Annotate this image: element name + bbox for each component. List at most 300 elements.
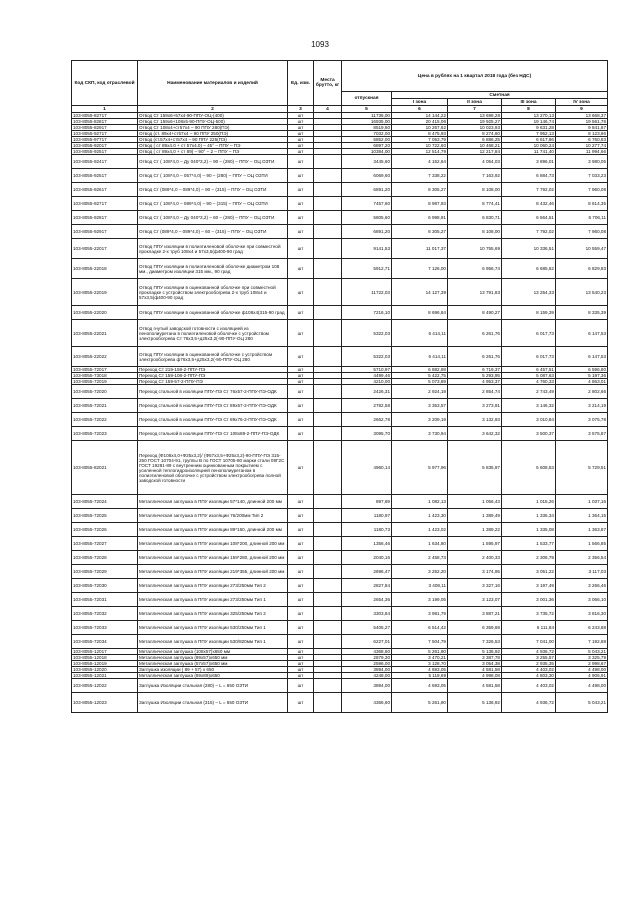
table-row: [72, 537, 608, 551]
cell-zone-3-price: 10 336,51: [502, 239, 556, 259]
cell-zone-1-price: 3 981,79: [392, 607, 448, 621]
cell-zone-1-price: 5 119,69: [392, 673, 448, 679]
cell-zone-2-price: 6 830,71: [448, 211, 502, 225]
column-index: 6: [392, 106, 448, 113]
cell-place: [314, 441, 342, 495]
cell-unit: шт: [288, 143, 314, 149]
column-index: 9: [556, 106, 608, 113]
cell-zone-4-price: 1 363,87: [556, 523, 608, 537]
cell-zone-4-price: 3 214,19: [556, 399, 608, 413]
cell-unit: шт: [288, 523, 314, 537]
price-table: [71, 60, 608, 713]
header-release: отпускная: [342, 92, 392, 106]
cell-unit: шт: [288, 413, 314, 427]
cell-zone-4-price: 19 561,76: [556, 119, 608, 125]
cell-release-price: 3445,60: [342, 155, 392, 169]
cell-code: 103-8055-97717: [72, 137, 138, 143]
cell-zone-1-price: 4 693,05: [392, 667, 448, 673]
cell-zone-2-price: 7 326,53: [448, 635, 502, 649]
cell-place: [314, 593, 342, 607]
cell-release-price: 2596,00: [342, 661, 392, 667]
cell-place: [314, 155, 342, 169]
cell-name: Отвод ППУ изоляции в оцинкованной оболочке с устройством электрообогрева ф76х3,5+д25х3,2(-90-ППУ-ОЦ 280: [138, 347, 288, 367]
cell-place: [314, 537, 342, 551]
cell-zone-4-price: 6 243,68: [556, 621, 608, 635]
cell-code: 103-8055-92617: [72, 183, 138, 197]
cell-place: [314, 211, 342, 225]
cell-unit: шт: [288, 211, 314, 225]
cell-release-price: 7032,00: [342, 131, 392, 137]
cell-name: Отвод Ст 108х4+ст57х4 – 90 ППУ 280(ПЭ): [138, 125, 288, 131]
cell-zone-2-price: 2 854,74: [448, 385, 502, 399]
table-row: [72, 259, 608, 279]
cell-unit: шт: [288, 635, 314, 649]
cell-release-price: 4210,00: [342, 379, 392, 385]
cell-name: Отвод ППУ изоляции в полиэтиленовой оболочке при совместной прокладке 2-х труб 108х4 и 57х3,5(ф400-90 град: [138, 239, 288, 259]
cell-zone-2-price: 8 274,60: [448, 131, 502, 137]
cell-code: 103-8055-22019: [72, 279, 138, 306]
cell-zone-1-price: 3 408,11: [392, 579, 448, 593]
cell-zone-2-price: 6 886,25: [448, 137, 502, 143]
cell-place: [314, 239, 342, 259]
cell-place: [314, 679, 342, 693]
table-row: [72, 593, 608, 607]
cell-zone-4-price: 11 994,66: [556, 149, 608, 155]
cell-zone-4-price: 7 192,88: [556, 635, 608, 649]
table-row: [72, 693, 608, 713]
table-row: [72, 155, 608, 169]
cell-code: 103-8055-73018: [72, 373, 138, 379]
cell-release-price: 5710,97: [342, 367, 392, 373]
cell-name: Переход стальной в изоляции ППУ-ПЭ Ст 89х76-2-ППУ-ПЭ-ОДК: [138, 413, 288, 427]
cell-zone-2-price: 4 581,58: [448, 679, 502, 693]
cell-zone-4-price: 3 816,30: [556, 607, 608, 621]
cell-release-price: 5912,71: [342, 259, 392, 279]
cell-zone-1-price: 11 017,37: [392, 239, 448, 259]
cell-zone-3-price: 3 896,01: [502, 155, 556, 169]
cell-zone-2-price: 10 468,21: [448, 143, 502, 149]
cell-release-price: 4366,60: [342, 693, 392, 713]
cell-unit: шт: [288, 149, 314, 155]
cell-code: 103-8055-72033: [72, 621, 138, 635]
cell-zone-1-price: 3 730,94: [392, 427, 448, 441]
cell-zone-3-price: 13 254,33: [502, 279, 556, 306]
cell-code: 103-8055-12017: [72, 649, 138, 655]
cell-code: 103-8055-82917: [72, 125, 138, 131]
cell-unit: шт: [288, 667, 314, 673]
cell-name: Переход (Ф108х4,0+Ф25х3,2)/ (Ф57х3,5+Ф25х3,2)-90-ППУ-ПЭ 315-250 ГОСТ 10704-91, группы В по ГОСТ 10705-80 марки стали 09Г2С ГОСТ 19281-89 с внутренним оцинкованным покрытием с усиленной теплогидроизоляцией пенополиуретаном в полиэтиленовой оболочке с устройством электрообогрева полной заводской готовности: [138, 441, 288, 495]
cell-zone-1-price: 4 693,05: [392, 679, 448, 693]
cell-code: 103-8055-72034: [72, 635, 138, 649]
cell-place: [314, 635, 342, 649]
cell-zone-1-price: 10 722,60: [392, 143, 448, 149]
cell-release-price: 11722,03: [342, 279, 392, 306]
cell-zone-4-price: 5 729,51: [556, 441, 608, 495]
cell-code: 103-8055-92817: [72, 211, 138, 225]
cell-zone-4-price: 10 559,47: [556, 239, 608, 259]
cell-zone-1-price: 1 082,13: [392, 495, 448, 509]
cell-zone-1-price: 8 305,27: [392, 225, 448, 239]
cell-zone-3-price: 5 087,63: [502, 373, 556, 379]
cell-name: Металлическая заглушка (89х89)х650: [138, 673, 288, 679]
cell-zone-3-price: 8 432,46: [502, 197, 556, 211]
cell-zone-4-price: 6 147,53: [556, 320, 608, 347]
cell-zone-3-price: 4 760,33: [502, 379, 556, 385]
cell-name: Отвод ( ст 89х4.0 + ст 57х4.0) – 45° – ППУ – ПЭ: [138, 143, 288, 149]
cell-code: 103-8055-72019: [72, 379, 138, 385]
table-row: [72, 607, 608, 621]
cell-zone-1-price: 1 634,80: [392, 537, 448, 551]
cell-code: 103-8055-72025: [72, 509, 138, 523]
cell-release-price: 2654,36: [342, 593, 392, 607]
cell-code: 103-8055-22020: [72, 306, 138, 320]
cell-zone-3-price: 4 403,02: [502, 679, 556, 693]
cell-unit: шт: [288, 565, 314, 579]
cell-zone-4-price: 3 066,10: [556, 593, 608, 607]
cell-unit: шт: [288, 579, 314, 593]
cell-place: [314, 607, 342, 621]
cell-unit: шт: [288, 399, 314, 413]
cell-place: [314, 413, 342, 427]
table-row: [72, 509, 608, 523]
cell-zone-3-price: 6 111,84: [502, 621, 556, 635]
cell-zone-2-price: 5 835,97: [448, 441, 502, 495]
cell-name: Переход Ст 159-108-2-ППУ-ПЭ: [138, 373, 288, 379]
cell-unit: шт: [288, 661, 314, 667]
cell-code: 103-8055-72027: [72, 537, 138, 551]
cell-unit: шт: [288, 495, 314, 509]
cell-release-price: 4499,46: [342, 373, 392, 379]
cell-zone-4-price: 13 668,37: [556, 113, 608, 119]
table-row: [72, 197, 608, 211]
cell-name: Переход стальной в изоляции ППУ-ПЭ Ст 76х57-2-ППУ-ПЭ-ОДК: [138, 385, 288, 399]
cell-code: 103-8055-22017: [72, 239, 138, 259]
cell-code: 103-8055-82021: [72, 441, 138, 495]
cell-zone-1-price: 4 152,64: [392, 155, 448, 169]
cell-code: 103-8055-72023: [72, 427, 138, 441]
cell-zone-4-price: 3 980,05: [556, 155, 608, 169]
cell-unit: шт: [288, 119, 314, 125]
cell-release-price: 16935,00: [342, 119, 392, 125]
table-row: [72, 679, 608, 693]
cell-zone-3-price: 3 197,49: [502, 579, 556, 593]
cell-zone-2-price: 4 953,37: [448, 379, 502, 385]
cell-unit: шт: [288, 427, 314, 441]
cell-name: Переход Ст 219-159-2-ППУ-ПЭ: [138, 367, 288, 373]
table-row: [72, 347, 608, 367]
cell-zone-2-price: 3 387,78: [448, 655, 502, 661]
cell-zone-3-price: 13 270,13: [502, 113, 556, 119]
cell-code: 103-8055-22022: [72, 347, 138, 367]
cell-place: [314, 693, 342, 713]
cell-name: Отвод Ст (089*4,0 – 089*4,0) – 90 – (315) – ППУ – ОЦ ОЗТИ: [138, 183, 288, 197]
cell-zone-4-price: 7 033,23: [556, 169, 608, 183]
cell-zone-3-price: 2 743,49: [502, 385, 556, 399]
table-row: [72, 441, 608, 495]
header-zone-3: III зона: [502, 99, 556, 106]
cell-zone-2-price: 1 056,43: [448, 495, 502, 509]
cell-zone-3-price: 11 741,40: [502, 149, 556, 155]
cell-zone-2-price: 8 490,27: [448, 306, 502, 320]
cell-zone-4-price: 9 841,67: [556, 125, 608, 131]
cell-zone-2-price: 10 023,93: [448, 125, 502, 131]
cell-zone-1-price: 7 504,79: [392, 635, 448, 649]
cell-zone-1-price: 20 415,06: [392, 119, 448, 125]
cell-zone-2-price: 3 642,32: [448, 427, 502, 441]
cell-place: [314, 399, 342, 413]
cell-code: 103-8055-92517: [72, 149, 138, 155]
cell-unit: шт: [288, 347, 314, 367]
cell-unit: шт: [288, 441, 314, 495]
cell-name: Переход стальной в изоляции ППУ-ПЭ Ст 89х57-2-ППУ-ПЭ-ОДК: [138, 399, 288, 413]
cell-name: Переход стальной в изоляции ППУ-ПЭ Ст 108х89-2-ППУ-ПЭ-ОДК: [138, 427, 288, 441]
cell-zone-1-price: 8 696,84: [392, 306, 448, 320]
cell-zone-1-price: 3 252,20: [392, 565, 448, 579]
cell-zone-4-price: 2 356,54: [556, 551, 608, 565]
cell-zone-3-price: 1 533,77: [502, 537, 556, 551]
cell-release-price: 5322,03: [342, 347, 392, 367]
header-price-group: Цена в рублях на 1 квартал 2018 года (без НДС): [342, 61, 608, 92]
cell-name: Металлическая заглушка в ППУ изоляции 159*280, длинной 200 мм: [138, 551, 288, 565]
cell-code: 103-8055-72029: [72, 565, 138, 579]
cell-zone-4-price: 5 043,21: [556, 649, 608, 655]
cell-zone-1-price: 10 267,62: [392, 125, 448, 131]
table-body: [72, 113, 608, 713]
cell-unit: шт: [288, 225, 314, 239]
cell-release-price: 3894,00: [342, 679, 392, 693]
cell-place: [314, 509, 342, 523]
cell-release-price: 7457,60: [342, 197, 392, 211]
cell-zone-4-price: 6 829,83: [556, 259, 608, 279]
cell-code: 103-8055-72017: [72, 367, 138, 373]
cell-name: Переход Ст 159-57-2-ППУ-ПЭ: [138, 379, 288, 385]
cell-zone-2-price: 3 174,95: [448, 565, 502, 579]
cell-release-price: 6897,20: [342, 143, 392, 149]
cell-zone-4-price: 6 147,53: [556, 347, 608, 367]
table-row: [72, 495, 608, 509]
cell-place: [314, 427, 342, 441]
cell-place: [314, 385, 342, 399]
column-index: 2: [138, 106, 288, 113]
cell-zone-4-price: 8 335,39: [556, 306, 608, 320]
cell-code: 103-8055-72032: [72, 607, 138, 621]
cell-release-price: 6227,01: [342, 635, 392, 649]
cell-zone-1-price: 8 305,27: [392, 183, 448, 197]
cell-unit: шт: [288, 593, 314, 607]
cell-zone-2-price: 3 132,93: [448, 413, 502, 427]
cell-unit: шт: [288, 551, 314, 565]
cell-zone-1-price: 5 261,90: [392, 649, 448, 655]
header-zone-1: I зона: [392, 99, 448, 106]
cell-name: Металлическая заглушка в ППУ изоляции 89*160, длинной 200 мм: [138, 523, 288, 537]
cell-zone-4-price: 3 075,78: [556, 413, 608, 427]
cell-zone-3-price: 7 792,02: [502, 183, 556, 197]
cell-zone-2-price: 19 925,27: [448, 119, 502, 125]
cell-release-price: 6891,20: [342, 225, 392, 239]
table-row: [72, 239, 608, 259]
cell-unit: шт: [288, 113, 314, 119]
cell-zone-4-price: 1 566,85: [556, 537, 608, 551]
cell-unit: шт: [288, 169, 314, 183]
cell-unit: шт: [288, 607, 314, 621]
cell-zone-1-price: 7 126,00: [392, 259, 448, 279]
table-row: [72, 523, 608, 537]
table-row: [72, 225, 608, 239]
cell-place: [314, 621, 342, 635]
cell-zone-4-price: 13 540,23: [556, 279, 608, 306]
cell-name: Отвод (ст. 89х4+ст57х4 – 90 ППУ 250(ПЭ): [138, 131, 288, 137]
cell-zone-1-price: 14 144,22: [392, 113, 448, 119]
cell-name: Отвод ППУ изоляции в полиэтиленовой оболочке диаметром 108 мм., диаметром изоляции 315 мм., 90 град: [138, 259, 288, 279]
cell-zone-2-price: 3 327,16: [448, 579, 502, 593]
cell-zone-1-price: 6 514,42: [392, 621, 448, 635]
cell-zone-3-price: 19 146,74: [502, 119, 556, 125]
cell-code: 103-8055-72020: [72, 385, 138, 399]
cell-place: [314, 523, 342, 537]
cell-zone-2-price: 6 261,76: [448, 347, 502, 367]
cell-code: 103-8055-12023: [72, 693, 138, 713]
cell-zone-1-price: 6 414,11: [392, 320, 448, 347]
cell-name: Отвод гнутый заводской готовности с изоляцией из пенополиуретана в полиэтиленовой оболочке с устройством электрообогрева Ст 76х3,5+д25х3,2(-90-ППУ-ОЦ 280: [138, 320, 288, 347]
cell-place: [314, 279, 342, 306]
cell-name: Отвод Ст (089*4,0 – 089*4,0) – 60 – (315) – ППУ – ОЦ ОЗТИ: [138, 225, 288, 239]
cell-name: Отвод ( ст 89х4,0 + ст 89) – 90° – 2 – ППУ – ПЭ: [138, 149, 288, 155]
cell-release-price: 5405,27: [342, 621, 392, 635]
cell-release-price: 7216,10: [342, 306, 392, 320]
cell-zone-2-price: 7 163,92: [448, 169, 502, 183]
cell-zone-1-price: 3 470,21: [392, 655, 448, 661]
cell-zone-3-price: 6 457,51: [502, 367, 556, 373]
column-index: 5: [342, 106, 392, 113]
cell-zone-1-price: 7 053,79: [392, 137, 448, 143]
cell-name: Металлическая заглушка в ППУ изоляции 57*140, длинной 200 мм: [138, 495, 288, 509]
table-row: [72, 279, 608, 306]
cell-zone-2-price: 4 581,58: [448, 667, 502, 673]
cell-zone-1-price: 1 423,02: [392, 523, 448, 537]
cell-name: Металлическая заглушка в ППУ изоляции 530/250мм Тип 1: [138, 621, 288, 635]
cell-zone-3-price: 6 884,73: [502, 169, 556, 183]
cell-zone-4-price: 4 863,01: [556, 379, 608, 385]
cell-code: 103-8055-72026: [72, 523, 138, 537]
cell-zone-3-price: 6 685,62: [502, 259, 556, 279]
cell-zone-2-price: 12 217,84: [448, 149, 502, 155]
cell-code: 103-8055-72031: [72, 593, 138, 607]
cell-zone-1-price: 14 127,39: [392, 279, 448, 306]
cell-zone-1-price: 7 338,22: [392, 169, 448, 183]
table-row: [72, 320, 608, 347]
cell-code: 103-8055-22018: [72, 259, 138, 279]
cell-zone-4-price: 3 266,46: [556, 579, 608, 593]
cell-release-price: 3095,70: [342, 427, 392, 441]
cell-zone-3-price: 3 001,36: [502, 593, 556, 607]
cell-zone-3-price: 1 335,34: [502, 509, 556, 523]
cell-zone-4-price: 6 760,83: [556, 137, 608, 143]
cell-name: Металлическая заглушка (89х57)х650 мм: [138, 655, 288, 661]
table-row: [72, 551, 608, 565]
cell-zone-4-price: 7 960,08: [556, 183, 608, 197]
cell-release-price: 9141,53: [342, 239, 392, 259]
cell-code: 103-8055-72028: [72, 551, 138, 565]
cell-zone-2-price: 4 998,08: [448, 673, 502, 679]
cell-zone-3-price: 3 500,37: [502, 427, 556, 441]
cell-zone-3-price: 6 617,86: [502, 137, 556, 143]
cell-zone-2-price: 1 389,22: [448, 523, 502, 537]
cell-zone-2-price: 8 108,00: [448, 225, 502, 239]
cell-name: Отвод ППУ изоляции в оцинкованной оболочке при совместной прокладке с устройством электрообогрева 2-х труб 108х4 и 57х3,5(ф400-90 град: [138, 279, 288, 306]
cell-zone-1-price: 3 199,05: [392, 593, 448, 607]
cell-zone-4-price: 3 117,03: [556, 565, 608, 579]
cell-zone-3-price: 3 255,57: [502, 655, 556, 661]
cell-code: 103-8055-72024: [72, 495, 138, 509]
cell-name: Металлическая заглушка в ППУ изоляции 76/200мм Тип 2: [138, 509, 288, 523]
cell-code: 103-8055-12019: [72, 661, 138, 667]
cell-release-price: 4368,60: [342, 649, 392, 655]
cell-zone-1-price: 5 073,89: [392, 379, 448, 385]
cell-zone-2-price: 8 774,41: [448, 197, 502, 211]
cell-name: Отвод Ст ( 108*4,0 – Дy 040*3,2) – 60 – (280) – ППУ – ОЦ ОЗТИ: [138, 211, 288, 225]
cell-place: [314, 306, 342, 320]
cell-name: Заглушка Изоляции стальная (315) – L = 650 ОЗТИ: [138, 693, 288, 713]
cell-zone-3-price: 3 146,32: [502, 399, 556, 413]
cell-zone-2-price: 1 595,97: [448, 537, 502, 551]
cell-zone-1-price: 2 924,19: [392, 385, 448, 399]
cell-zone-1-price: 1 423,30: [392, 509, 448, 523]
cell-place: [314, 495, 342, 509]
cell-zone-3-price: 3 735,72: [502, 607, 556, 621]
cell-code: 103-8055-92417: [72, 155, 138, 169]
cell-zone-1-price: 6 882,88: [392, 367, 448, 373]
header-zone-4: IV зона: [556, 99, 608, 106]
cell-release-price: 5852,00: [342, 137, 392, 143]
header-code: Код СКП, код отраслевой: [72, 61, 138, 106]
cell-name: Заглушка Изоляции стальная (280) – L = 650 ОЗТИ: [138, 679, 288, 693]
cell-zone-4-price: 2 802,66: [556, 385, 608, 399]
cell-unit: шт: [288, 155, 314, 169]
cell-zone-4-price: 4 498,00: [556, 667, 608, 673]
cell-unit: шт: [288, 125, 314, 131]
cell-zone-3-price: 6 564,51: [502, 211, 556, 225]
cell-place: [314, 259, 342, 279]
cell-unit: шт: [288, 367, 314, 373]
cell-unit: шт: [288, 537, 314, 551]
cell-release-price: 4960,14: [342, 441, 392, 495]
cell-zone-2-price: 6 719,37: [448, 367, 502, 373]
cell-name: Металлическая заглушка в ППУ изоляции 273/250мм Тип 2: [138, 579, 288, 593]
cell-unit: шт: [288, 385, 314, 399]
cell-zone-3-price: 2 935,35: [502, 661, 556, 667]
cell-release-price: 1180,73: [342, 523, 392, 537]
cell-name: Металлическая заглушка в ППУ изоляции 219*355, длинной 200 мм: [138, 565, 288, 579]
cell-unit: шт: [288, 183, 314, 197]
cell-zone-3-price: 8 159,39: [502, 306, 556, 320]
cell-zone-4-price: 3 325,79: [556, 655, 608, 661]
cell-release-price: 10384,00: [342, 149, 392, 155]
cell-zone-3-price: 4 803,30: [502, 673, 556, 679]
cell-place: [314, 169, 342, 183]
cell-zone-1-price: 3 353,57: [392, 399, 448, 413]
cell-code: 103-8055-72021: [72, 399, 138, 413]
cell-zone-3-price: 4 936,72: [502, 649, 556, 655]
cell-release-price: 2426,31: [342, 385, 392, 399]
cell-unit: шт: [288, 131, 314, 137]
cell-release-price: 3894,00: [342, 667, 392, 673]
column-index: 8: [502, 106, 556, 113]
cell-unit: шт: [288, 679, 314, 693]
cell-place: [314, 579, 342, 593]
cell-place: [314, 347, 342, 367]
cell-release-price: 897,69: [342, 495, 392, 509]
cell-zone-2-price: 5 136,92: [448, 649, 502, 655]
